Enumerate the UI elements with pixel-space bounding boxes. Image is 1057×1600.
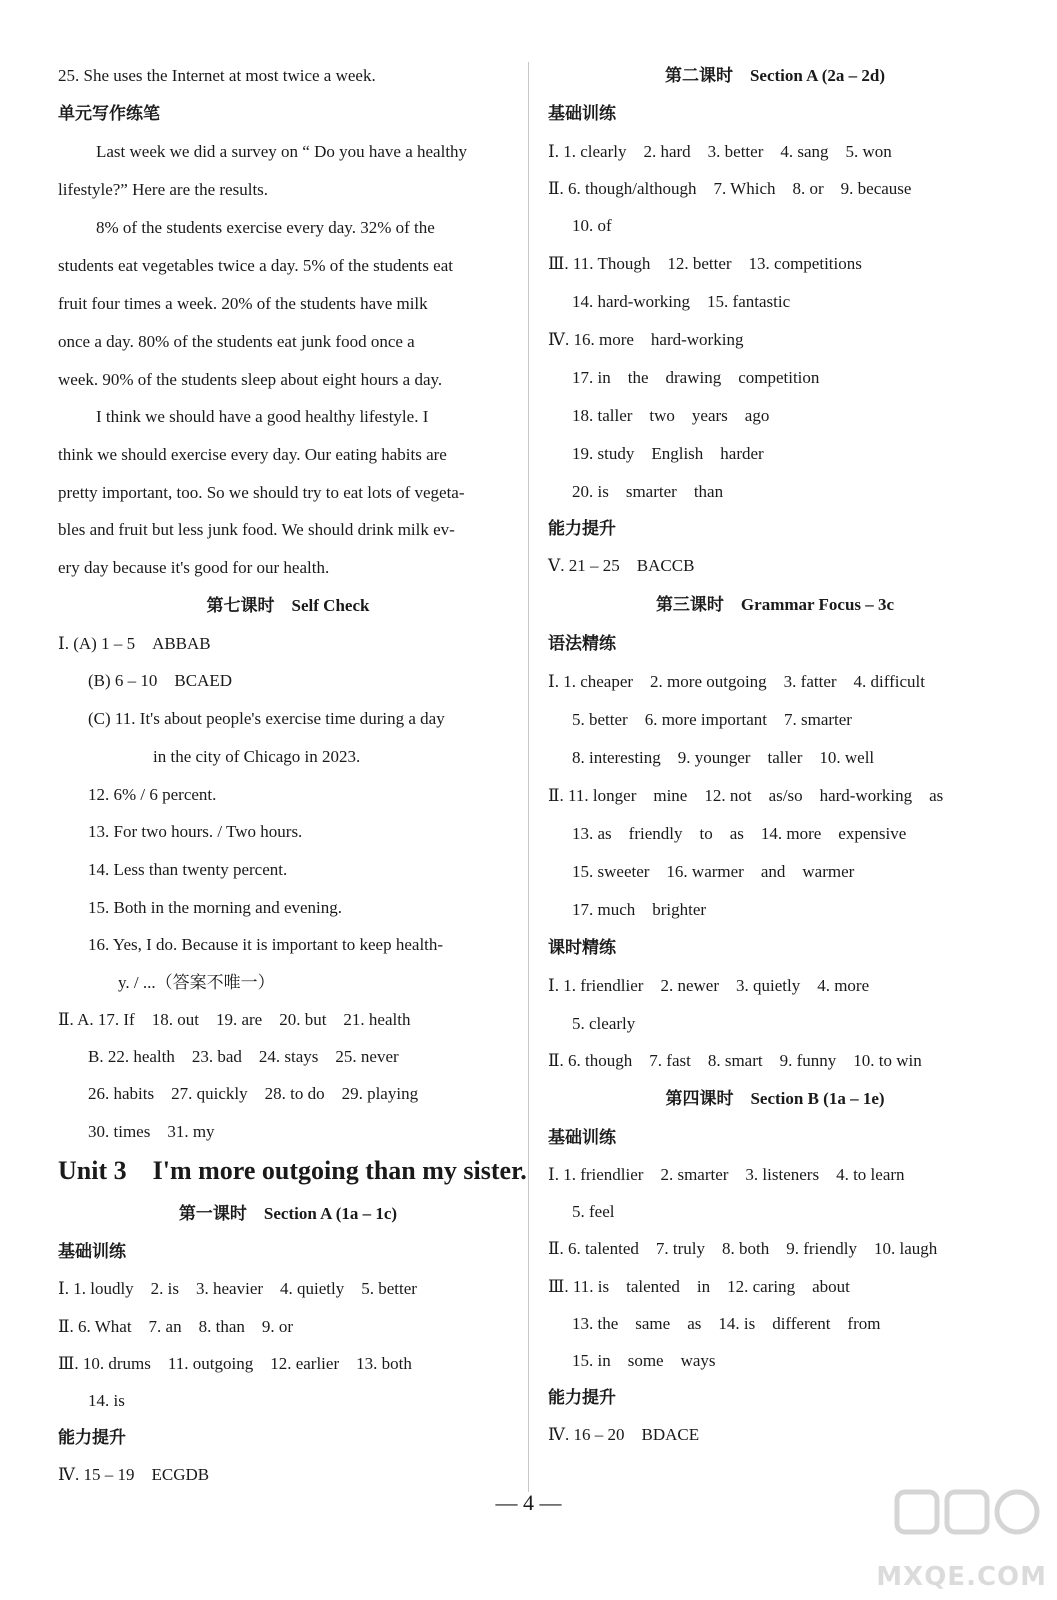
answer-line: Ⅰ. 1. loudly 2. is 3. heavier 4. quietly 5. better: [58, 1279, 417, 1298]
section-heading: 语法精练: [548, 634, 616, 653]
answer-line: Ⅰ. 1. friendlier 2. newer 3. quietly 4. more: [548, 976, 870, 995]
answer-line: 5. better 6. more important 7. smarter: [572, 710, 852, 729]
answer-line: (C) 11. It's about people's exercise time during a day: [88, 709, 445, 728]
answer-line: 13. For two hours. / Two hours.: [88, 822, 303, 841]
answer-line: 5. feel: [572, 1202, 615, 1221]
answer-line: 17. much brighter: [572, 900, 707, 919]
answer-line: 30. times 31. my: [88, 1122, 215, 1141]
answer-line: Ⅱ. 6. What 7. an 8. than 9. or: [58, 1317, 294, 1336]
answer-line: 26. habits 27. quickly 28. to do 29. playing: [88, 1084, 419, 1103]
answer-line: Ⅱ. 11. longer mine 12. not as/so hard-working as: [548, 786, 944, 805]
answer-line: 19. study English harder: [572, 444, 764, 463]
section-heading: 单元写作练笔: [58, 104, 160, 123]
essay-line: bles and fruit but less junk food. We should drink milk ev-: [58, 520, 455, 539]
answer-line: Ⅱ. 6. though/although 7. Which 8. or 9. because: [548, 179, 912, 198]
answer-line: 13. as friendly to as 14. more expensive: [572, 824, 907, 843]
answer-line: 10. of: [572, 216, 612, 235]
essay-line: lifestyle?” Here are the results.: [58, 180, 269, 199]
answer-line: 14. is: [88, 1391, 125, 1410]
answer-line: 25. She uses the Internet at most twice a week.: [58, 66, 376, 85]
answer-line: 5. clearly: [572, 1014, 636, 1033]
answer-line: 12. 6% / 6 percent.: [88, 785, 217, 804]
answer-line: B. 22. health 23. bad 24. stays 25. never: [88, 1047, 399, 1066]
answer-line: Ⅲ. 10. drums 11. outgoing 12. earlier 13. both: [58, 1354, 412, 1373]
section-heading: 能力提升: [548, 1388, 616, 1407]
essay-line: students eat vegetables twice a day. 5% of the students eat: [58, 256, 453, 275]
answer-line: 16. Yes, I do. Because it is important to keep health-: [88, 935, 444, 954]
section-heading: 基础训练: [58, 1242, 126, 1261]
answer-line: y. / ...（答案不唯一）: [118, 973, 275, 992]
answer-line: Ⅱ. A. 17. If 18. out 19. are 20. but 21. health: [58, 1010, 411, 1029]
section-heading: 基础训练: [548, 104, 616, 123]
column-divider: [528, 62, 529, 1492]
essay-line: I think we should have a good healthy lifestyle. I: [96, 407, 429, 426]
lesson-title: 第七课时 Self Check: [206, 596, 370, 615]
answer-line: 14. hard-working 15. fantastic: [572, 292, 791, 311]
essay-line: week. 90% of the students sleep about eight hours a day.: [58, 370, 443, 389]
answer-line: Ⅳ. 15 – 19 ECGDB: [58, 1465, 210, 1484]
essay-line: Last week we did a survey on “ Do you have a healthy: [96, 142, 468, 161]
answer-line: Ⅰ. (A) 1 – 5 ABBAB: [58, 634, 211, 653]
answer-line: Ⅰ. 1. friendlier 2. smarter 3. listeners 4. to learn: [548, 1165, 905, 1184]
unit-title: Unit 3 I'm more outgoing than my sister.: [58, 1156, 527, 1185]
watermark-icon: [887, 1482, 1047, 1562]
answer-line: Ⅳ. 16. more hard-working: [548, 330, 744, 349]
lesson-title: 第二课时 Section A (2a – 2d): [664, 66, 886, 85]
answer-line: 13. the same as 14. is different from: [572, 1314, 881, 1333]
answer-line: Ⅳ. 16 – 20 BDACE: [548, 1425, 700, 1444]
essay-line: 8% of the students exercise every day. 32% of the: [96, 218, 435, 237]
answer-line: 15. Both in the morning and evening.: [88, 898, 343, 917]
answer-line: (B) 6 – 10 BCAED: [88, 671, 233, 690]
answer-line: in the city of Chicago in 2023.: [153, 747, 361, 766]
lesson-title: 第四课时 Section B (1a – 1e): [665, 1089, 885, 1108]
page-number: — 4 —: [495, 1490, 562, 1515]
essay-line: once a day. 80% of the students eat junk food once a: [58, 332, 415, 351]
essay-line: fruit four times a week. 20% of the students have milk: [58, 294, 428, 313]
lesson-title: 第一课时 Section A (1a – 1c): [178, 1204, 398, 1223]
essay-line: ery day because it's good for our health.: [58, 558, 330, 577]
essay-line: think we should exercise every day. Our eating habits are: [58, 445, 447, 464]
section-heading: 基础训练: [548, 1128, 616, 1147]
watermark-logo: [876, 1482, 1047, 1592]
answer-line: Ⅰ. 1. clearly 2. hard 3. better 4. sang 5. won: [548, 142, 892, 161]
answer-line: Ⅱ. 6. though 7. fast 8. smart 9. funny 10. to win: [548, 1051, 922, 1070]
answer-line: 17. in the drawing competition: [572, 368, 820, 387]
answer-line: Ⅴ. 21 – 25 BACCB: [548, 556, 695, 575]
answer-line: 15. sweeter 16. warmer and warmer: [572, 862, 855, 881]
answer-line: Ⅲ. 11. is talented in 12. caring about: [548, 1277, 850, 1296]
answer-line: 14. Less than twenty percent.: [88, 860, 288, 879]
answer-line: Ⅲ. 11. Though 12. better 13. competitions: [548, 254, 862, 273]
answer-line: Ⅱ. 6. talented 7. truly 8. both 9. friendly 10. laugh: [548, 1239, 938, 1258]
lesson-title: 第三课时 Grammar Focus – 3c: [655, 595, 895, 614]
section-heading: 能力提升: [58, 1428, 126, 1447]
answer-line: 20. is smarter than: [572, 482, 724, 501]
section-heading: 能力提升: [548, 519, 616, 538]
answer-line: 8. interesting 9. younger taller 10. well: [572, 748, 875, 767]
section-heading: 课时精练: [548, 938, 616, 957]
answer-line: Ⅰ. 1. cheaper 2. more outgoing 3. fatter 4. difficult: [548, 672, 925, 691]
answer-line: 18. taller two years ago: [572, 406, 770, 425]
watermark-text: MXQE.COM: [876, 1562, 1047, 1592]
essay-line: pretty important, too. So we should try to eat lots of vegeta-: [58, 483, 465, 502]
answer-line: 15. in some ways: [572, 1351, 716, 1370]
